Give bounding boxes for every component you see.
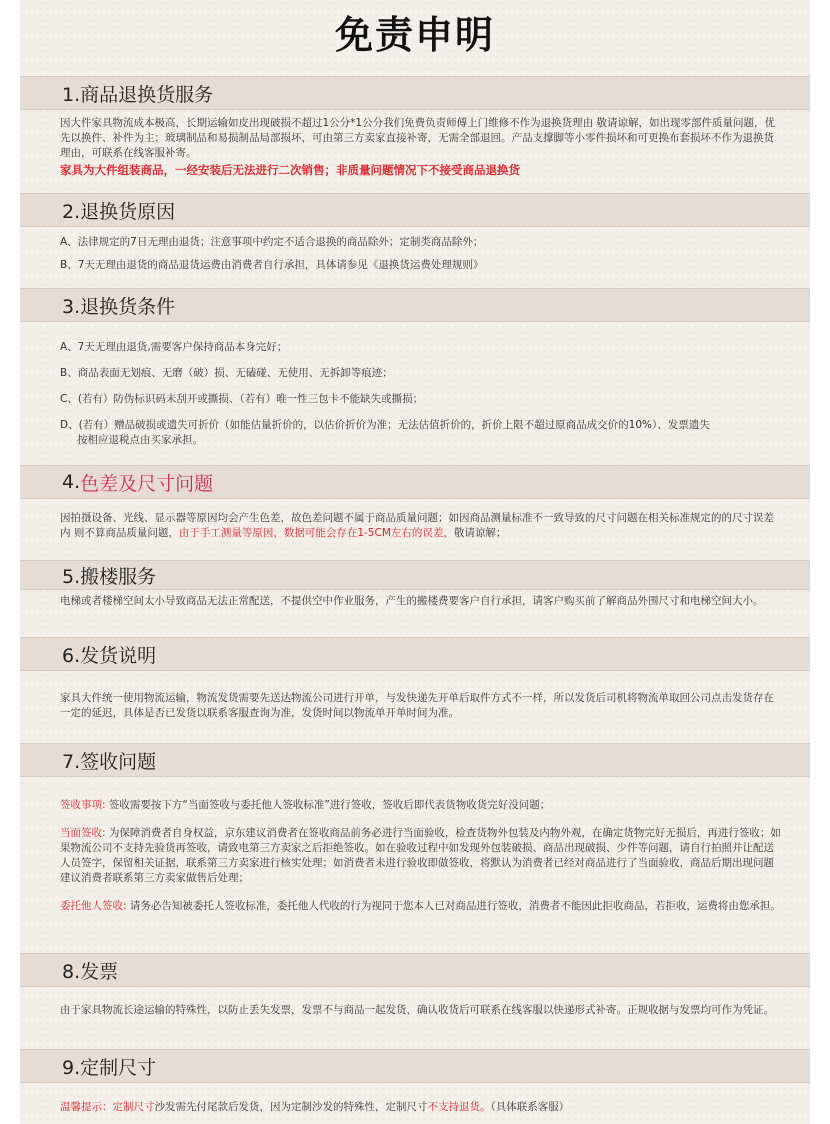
section-7-in-person-label: 当面签收: (60, 827, 106, 839)
page-title: 免责申明 (334, 13, 495, 57)
section-3-body (60, 340, 782, 448)
section-8-paragraph: 由于家具物流长途运输的特殊性，以防止丢失发票，发票不与商品一起发货，确认收货后可联系在线客服以快递形式补寄。正规收据与发票均可作为凭证。 (60, 1004, 774, 1016)
section-9-tip-red-1: 定制尺寸 (112, 1101, 155, 1113)
section-3-item-d-cont: 按相应退税点由买家承担。 (77, 434, 203, 446)
section-7-in-person-text: 为保障消费者自身权益，京东建议消费者在签收商品前务必进行当面验收，检查货物外包装及内物外观，在确定货物完好无损后，再进行签收；如果物流公司不支持先验货再签收，请致电第三方卖家之后拒绝签收。如在验收过程中如发现外包装破损、商品出现破损、少件等问题，请自行拍照并让配送人员签字，保留相关证据，联系第三方卖家进行核实处理；如消费者未进行验收即做签收，将默认为消费者已经对商品进行了当面验收，商品后期出现问题建议消费者联系第三方卖家做售后处理； (60, 827, 781, 884)
section-4-heading (20, 465, 810, 499)
section-9-body (60, 1100, 782, 1115)
section-9-tip-end: （具体联系客服） (490, 1101, 570, 1113)
section-6-heading (20, 637, 810, 671)
section-7-heading (20, 743, 810, 777)
section-7-heading-text: 7.签收问题 (62, 750, 157, 773)
section-4-body (60, 511, 782, 541)
section-7-sign-notes-text: 签收需要按下方“当面签收与委托他人签收标准”进行签收，签收后即代表货物收货完好没问题； (105, 799, 551, 811)
section-9-tip-label: 温馨提示： (60, 1101, 113, 1113)
section-1-warning: 家具为大件组装商品，一经安装后无法进行二次销售；非质量问题情况下不接受商品退换货 (60, 163, 520, 177)
section-5-paragraph: 电梯或者楼梯空间太小导致商品无法正常配送，不提供空中作业服务，产生的搬楼费要客户自行承担，请客户购买前了解商品外围尺寸和电梯空间大小。 (60, 595, 764, 607)
section-2-heading-text: 2.退换货原因 (62, 200, 176, 223)
section-5-heading-text: 5.搬楼服务 (62, 565, 157, 588)
section-2-body (60, 235, 782, 273)
section-4-text-start: 因拍摄设备、光线、显示器等原因均会产生色差，故色差问题不属于商品质量问题；如因商品测量标准不一致导致的尺寸问题在相关标准规定的的尺寸误差内 则不算商品质量问题， (60, 512, 774, 539)
section-3-item-c: C、(若有）防伪标识码未刮开或撕损、（若有）唯一性三包卡不能缺失或撕损； (60, 393, 424, 405)
section-4-paragraph (60, 511, 782, 541)
section-7-body (60, 798, 782, 914)
section-3-item-b: B、商品表面无划痕、无磨（破）损、无磕碰、无使用、无拆卸等痕迹； (60, 367, 393, 379)
section-1-body (60, 116, 782, 178)
section-6-body (60, 691, 782, 721)
section-2-heading (20, 193, 810, 227)
section-1-heading-text: 1.商品退换货服务 (62, 83, 214, 106)
section-7-in-person (60, 826, 782, 886)
section-5-heading (20, 560, 810, 590)
section-8-heading-text: 8.发票 (62, 960, 119, 983)
section-8-body (60, 1003, 782, 1018)
section-6-paragraph: 家具大件统一使用物流运输，物流发货需要先送达物流公司进行开单，与发快递先开单后取件方式不一样，所以发货后司机将物流单取回公司点击发货存在一定的延迟，具体是否已发货以联系客服查询为准，发货时间以物流单开单时间为准。 (60, 692, 774, 719)
section-2-item-b: B、7天无理由退货的商品退货运费由消费者自行承担，具体请参见《退换货运费处理规则》 (60, 259, 484, 271)
section-9-tip-red-2: 不支持退货。 (427, 1101, 491, 1113)
section-4-text-red: 由于手工测量等原因，数据可能会存在1-5CM左右的误差， (178, 527, 454, 539)
section-3-item-a: A、7天无理由退货,需要客户保持商品本身完好； (60, 341, 288, 353)
section-9-heading-text: 9.定制尺寸 (62, 1056, 157, 1079)
section-3-heading-text: 3.退换货条件 (62, 295, 176, 318)
section-4-heading-text: 色差及尺寸问题 (80, 472, 214, 495)
section-9-heading (20, 1049, 810, 1083)
section-7-sign-notes-label: 签收事项: (60, 799, 106, 811)
section-3-item-d: D、(若有）赠品破损或遗失可折价（如能估量折价的，以估价折价为准；无法估值折价的，折价上限不超过原商品成交价的10%）、发票遗失 (60, 419, 710, 431)
section-2-item-a: A、法律规定的7日无理由退货；注意事项中约定不适合退换的商品除外；定制类商品除外； (60, 236, 484, 248)
section-6-heading-text: 6.发货说明 (62, 644, 157, 667)
section-7-delegate (60, 899, 782, 914)
section-4-text-end: 敬请谅解； (453, 527, 507, 539)
disclaimer-page (20, 0, 810, 1124)
section-7-sign-notes (60, 798, 782, 813)
section-9-tip-mid: 沙发需先付尾款后发货，因为定制沙发的特殊性，定制尺寸 (154, 1101, 428, 1113)
section-1-paragraph: 因大件家具物流成本极高，长期运输如皮出现破损不超过1公分*1公分我们免费负责师傅上门维修不作为退换货理由 敬请谅解，如出现零部件质量问题，优先以换件、补件为主；玻璃制品和易损制品局部损坏，可由第三方卖家直接补寄，无需全部退回。产品支撑脚等小零件损坏和可更换布套损坏不作为退换货理由，可联系在线客服补寄。 (60, 117, 775, 159)
section-8-heading (20, 953, 810, 987)
section-7-delegate-label: 委托他人签收: (60, 900, 127, 912)
section-9-tip (60, 1100, 782, 1115)
section-7-delegate-text: 请务必告知被委托人签收标准，委托他人代收的行为视同于您本人已对商品进行签收，消费者不能因此拒收商品，若拒收，运费将由您承担。 (126, 900, 781, 912)
section-3-heading (20, 288, 810, 322)
section-5-body (60, 594, 782, 609)
section-4-heading-num: 4. (62, 471, 81, 493)
section-1-heading (20, 76, 810, 110)
